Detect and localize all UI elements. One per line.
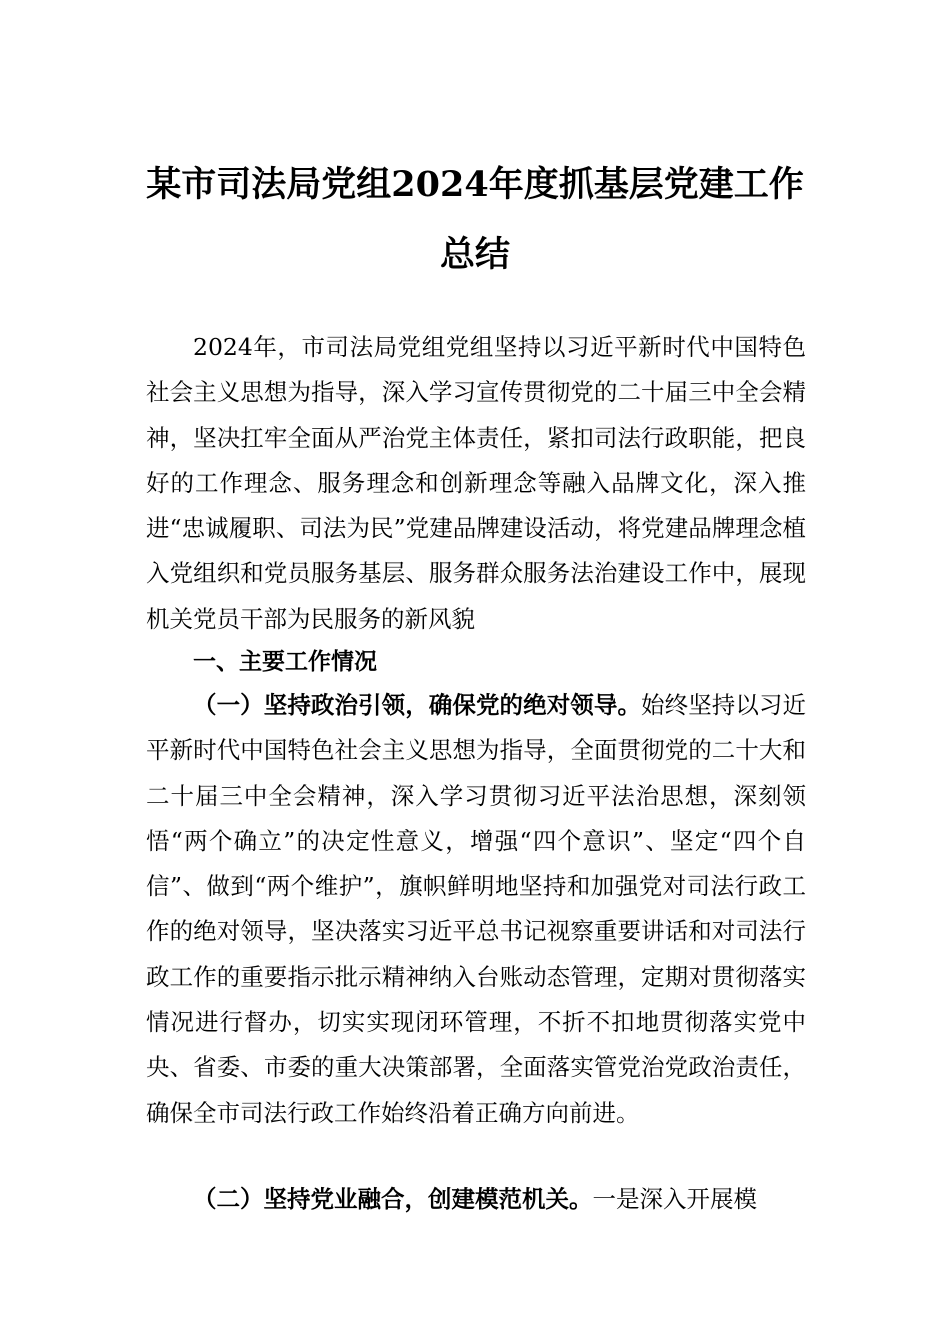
paragraph-lead-1: （一）坚持政治引领，确保党的绝对领导。: [193, 691, 642, 719]
document-title-line-1: 某市司法局党组2024年度抓基层党建工作: [146, 164, 804, 205]
paragraph-model-organ: [146, 1177, 806, 1222]
intro-paragraph: 2024年，市司法局党组党组坚持以习近平新时代中国特色社会主义思想为指导，深入学习宣传贯彻党的二十届三中全会精神，坚决扛牢全面从严治党主体责任，紧扣司法行政职能，把良好的工作理念、服务理念和创新理念等融入品牌文化，深入推进“忠诚履职、司法为民”党建品牌建设活动，将党建品牌理念植入党组织和党员服务基层、服务群众服务法治建设工作中，展现机关党员干部为民服务的新风貌: [146, 333, 806, 633]
paragraph-body-2: 一是深入开展模: [592, 1185, 757, 1213]
paragraph-block-2: [146, 1177, 806, 1222]
paragraph-block-1: [146, 683, 806, 1136]
paragraph-body-1: 始终坚持以习近平新时代中国特色社会主义思想为指导，全面贯彻党的二十大和二十届三中全会精神，深入学习贯彻习近平法治思想，深刻领悟“两个确立”的决定性意义，增强“四个意识”、坚定“四个自信”、做到“两个维护”，旗帜鲜明地坚持和加强党对司法行政工作的绝对领导，坚决落实习近平总书记视察重要讲话和对司法行政工作的重要指示批示精神纳入台账动态管理，定期对贯彻落实情况进行督办，切实实现闭环管理，不折不扣地贯彻落实党中央、省委、市委的重大决策部署，全面落实管党治党政治责任，确保全市司法行政工作始终沿着正确方向前进。: [146, 691, 807, 1127]
section-heading-main-work: 一、主要工作情况: [193, 649, 377, 675]
paragraph-lead-2: （二）坚持党业融合，创建模范机关。: [193, 1185, 593, 1213]
document-title-line-2: 总结: [439, 234, 510, 275]
intro-paragraph-block: [146, 325, 806, 642]
paragraph-political-leadership: [146, 683, 806, 1136]
